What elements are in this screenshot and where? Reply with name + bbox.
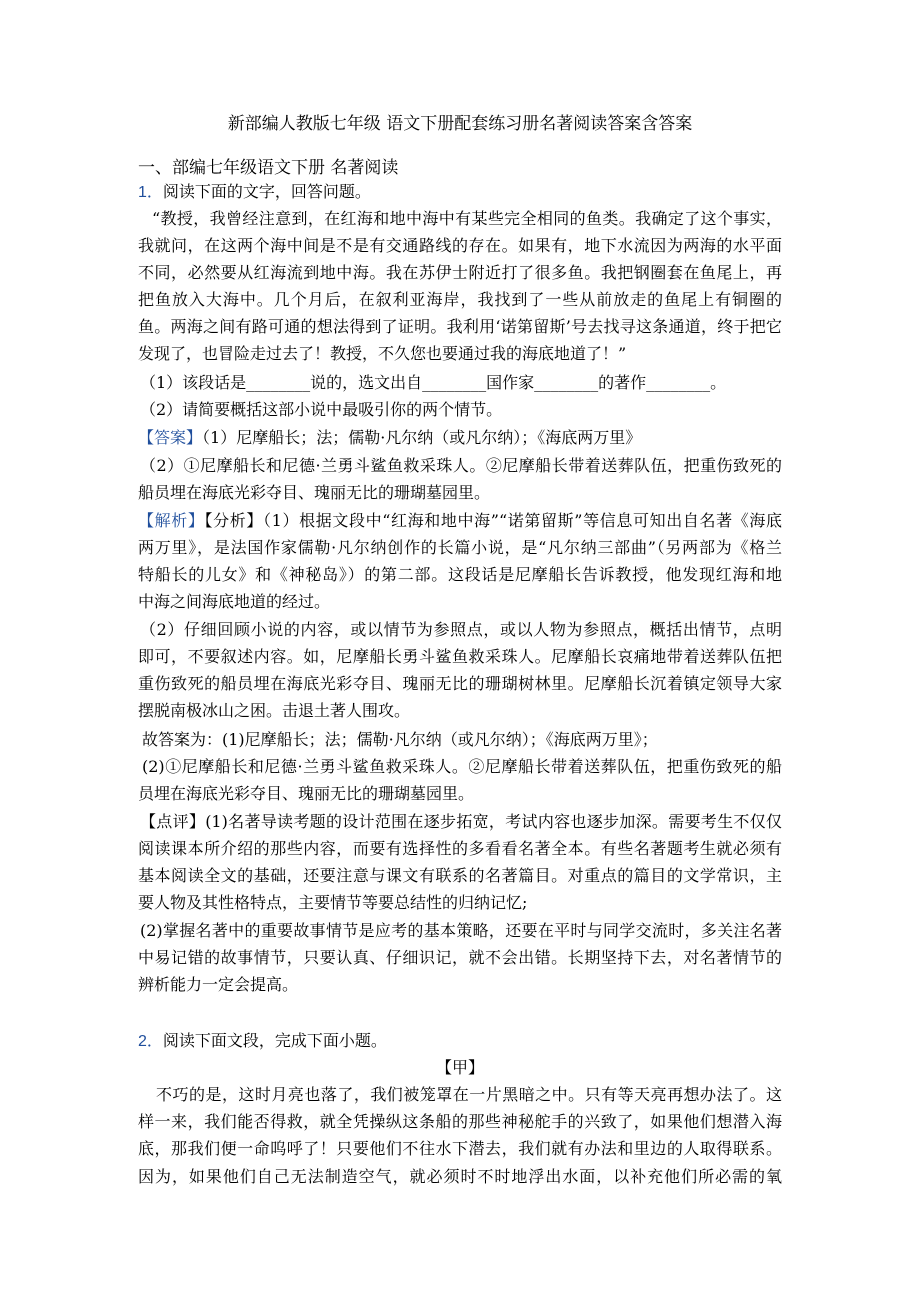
analysis-line xyxy=(138,510,782,532)
comment-line: 阅读课本所介绍的那些内容，而要有选择性的多看看名著全本。有些名著题考生就必须有 xyxy=(138,839,782,858)
section-heading: 一、部编七年级语文下册 名著阅读 xyxy=(138,158,399,178)
analysis-text: 【分析】（1）根据文段中“红海和地中海”“诺第留斯”等信息可知出自名著《海底 xyxy=(204,511,782,530)
passage-line: 不同，必然要从红海流到地中海。我在苏伊士附近打了很多鱼。我把钢圈套在鱼尾上，再 xyxy=(138,263,782,282)
passage-line: 我就问，在这两个海中间是不是有交通路线的存在。如果有，地下水流因为两海的水平面 xyxy=(138,236,782,255)
passage-line: 样一来，我们能否得救，就全凭操纵这条船的那些神秘舵手的兴致了，如果他们想潜入海 xyxy=(138,1112,782,1131)
analysis-line: 故答案为：(1)尼摩船长；法；儒勒·凡尔纳（或凡尔纳）；《海底两万里》； xyxy=(142,730,658,749)
analysis-line: 即可，不要叙述内容。如，尼摩船长勇斗鲨鱼救采珠人。尼摩船长哀痛地带着送葬队伍把 xyxy=(138,647,782,666)
passage-line: 不巧的是，这时月亮也落了，我们被笼罩在一片黑暗之中。只有等天亮再想办法了。这 xyxy=(156,1085,782,1104)
answer-text: （1）尼摩船长；法；儒勒·凡尔纳（或凡尔纳）；《海底两万里》 xyxy=(202,428,642,447)
comment-line: (2)掌握名著中的重要故事情节是应考的基本策略，还要在平时与同学交流时，多关注名著 xyxy=(140,921,782,940)
passage-line: 底，那我们便一命呜呼了！只要他们不往水下潜去，我们就有办法和里边的人取得联系。 xyxy=(138,1139,782,1158)
analysis-line: 特船长的儿女》和《神秘岛》）的第二部。这段话是尼摩船长告诉教授，他发现红海和地 xyxy=(138,565,782,584)
document-title: 新部编人教版七年级 语文下册配套练习册名著阅读答案含答案 xyxy=(227,114,693,134)
question-instruction: 阅读下面的文字，回答问题。 xyxy=(162,182,371,201)
question-2-header xyxy=(138,1030,387,1053)
analysis-line: 摆脱南极冰山之困。击退土著人围攻。 xyxy=(138,701,411,720)
question-number: 2． xyxy=(138,1033,163,1050)
analysis-line: 中海之间海底地道的经过。 xyxy=(138,592,331,611)
analysis-line: 两万里》，是法国作家儒勒·凡尔纳创作的长篇小说，是“凡尔纳三部曲”（另两部为《格兰 xyxy=(138,538,782,557)
comment-line: 基本阅读全文的基础，还要注意与课文有联系的名著篇目。对重点的篇目的文学常识，主 xyxy=(138,866,782,885)
analysis-line: 重伤致死的船员埋在海底光彩夺目、瑰丽无比的珊瑚树林里。尼摩船长沉着镇定领导大家 xyxy=(138,674,782,693)
answer-tag: 【答案】 xyxy=(138,428,203,447)
answer-line xyxy=(138,427,641,449)
sub-question-2: （2）请简要概括这部小说中最吸引你的两个情节。 xyxy=(140,400,503,419)
sub-question-1: （1）该段话是________说的，选文出自________国作家________的著作________。 xyxy=(140,373,727,392)
question-number: 1． xyxy=(138,184,163,201)
question-instruction: 阅读下面文段，完成下面小题。 xyxy=(162,1031,387,1050)
analysis-line: (2)①尼摩船长和尼德·兰勇斗鲨鱼救采珠人。②尼摩船长带着送葬队伍，把重伤致死的船 xyxy=(142,757,782,776)
comment-line: 辨析能力一定会提高。 xyxy=(138,975,299,994)
analysis-line: （2）仔细回顾小说的内容，或以情节为参照点，或以人物为参照点，概括出情节，点明 xyxy=(140,620,782,639)
answer-line: 船员埋在海底光彩夺目、瑰丽无比的珊瑚墓园里。 xyxy=(138,483,491,502)
comment-line: 要人物及其性格特点，主要情节等要总结性的归纳记忆; xyxy=(138,893,528,912)
answer-line: （2）①尼摩船长和尼德·兰勇斗鲨鱼救采珠人。②尼摩船长带着送葬队伍，把重伤致死的 xyxy=(140,456,782,475)
passage-line: 把鱼放入大海中。几个月后，在叙利亚海岸，我找到了一些从前放走的鱼尾上有铜圈的 xyxy=(138,290,782,309)
comment-line: 【点评】(1)名著导读考题的设计范围在逐步拓宽，考试内容也逐步加深。需要考生不仅仅 xyxy=(140,812,782,831)
analysis-tag: 【解析】 xyxy=(138,511,205,530)
question-1-header xyxy=(138,181,371,204)
comment-line: 中易记错的故事情节，只要认真、仔细识记，就不会出错。长期坚持下去，对名著情节的 xyxy=(138,948,782,967)
analysis-line: 员埋在海底光彩夺目、瑰丽无比的珊瑚墓园里。 xyxy=(138,784,475,803)
passage-line: 发现了，也冒险走过去了！教授，不久您也要通过我的海底地道了！” xyxy=(138,344,627,363)
passage-line: “教授，我曾经注意到，在红海和地中海中有某些完全相同的鱼类。我确定了这个事实， xyxy=(152,209,782,228)
passage-subheading: 【甲】 xyxy=(435,1058,484,1077)
passage-line: 鱼。两海之间有路可通的想法得到了证明。我利用‘诺第留斯’号去找寻这条通道，终于把它 xyxy=(138,317,782,336)
passage-line: 因为，如果他们自己无法制造空气，就必须时不时地浮出水面，以补充他们所必需的氧 xyxy=(138,1167,782,1186)
